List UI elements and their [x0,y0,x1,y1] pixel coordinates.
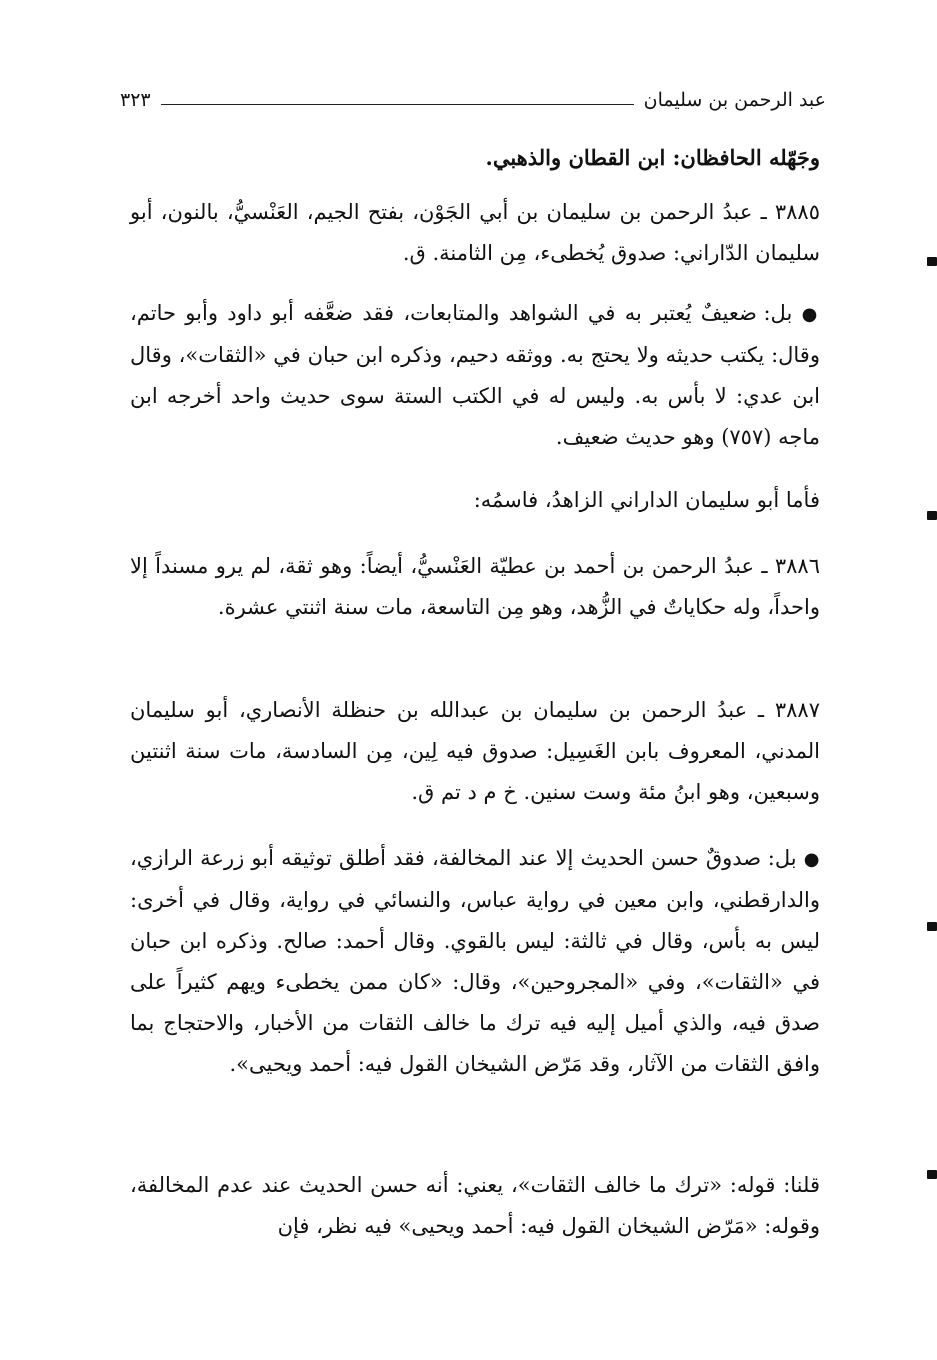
paragraph-darani [130,480,820,521]
paragraph-intro [130,137,820,178]
paragraph-text: بل: صدوقٌ حسن الحديث إلا عند المخالفة، فقد أطلق توثيقه أبو زرعة الرازي، والدارقطني، وابن معين في رواية عباس، والنسائي في رواية، وقال في أخرى: ليس به بأس، وقال في ثالثة: ليس بالقوي. وقال أحمد: صالح. وذكره ابن حبان في «الثقات»، وفي «المجروحين»، وقال: «كان ممن يخطىء ويهم كثيراً على صدق فيه، والذي أميل إليه فيه ترك ما خالف الثقات من الأخبار، والاحتجاج بما وافق الثقات من الآثار، وقد مَرّض الشيخان القول فيه: أحمد ويحيى». [130,846,820,1076]
commentary-3885 [130,293,820,458]
bullet-icon: ● [801,304,820,325]
paragraph-text: بل: ضعيفٌ يُعتبر به في الشواهد والمتابعات، فقد ضعَّفه أبو داود وأبو حاتم، وقال: يكتب حديثه ولا يحتج به. ووثقه دحيم، وذكره ابن حبان في «الثقات»، وقال ابن عدي: لا بأس به. وليس له في الكتب الستة سوى حديث واحد أخرجه ابن ماجه (٧٥٧) وهو حديث ضعيف. [130,301,820,449]
paragraph-text: ٣٨٨٥ ـ عبدُ الرحمن بن سليمان بن أبي الجَوْن، بفتح الجيم، العَنْسيُّ، بالنون، أبو سليمان الدّاراني: صدوق يُخطىء، مِن الثامنة. ق. [130,200,820,265]
header-rule [161,104,634,105]
paragraph-text: ٣٨٨٦ ـ عبدُ الرحمن بن أحمد بن عطيّة العَنْسيُّ، أيضاً: وهو ثقة، لم يرو مسنداً إلا واحداً، وله حكاياتٌ في الزُّهد، وهو مِن التاسعة، مات سنة اثنتي عشرة. [130,554,820,619]
paragraph-text: قلنا: قوله: «ترك ما خالف الثقات»، يعني: أنه حسن الحديث عند عدم المخالفة، وقوله: «مَرّض الشيخان القول فيه: أحمد ويحيى» فيه نظر، فإن [130,1173,820,1238]
entry-3887 [130,690,820,813]
margin-mark [927,257,937,266]
paragraph-text: ٣٨٨٧ ـ عبدُ الرحمن بن سليمان بن عبدالله بن حنظلة الأنصاري، أبو سليمان المدني، المعروف بابن الغَسِيل: صدوق فيه لِين، مِن السادسة، مات سنة اثنتين وسبعين، وهو ابنُ مئة وست سنين. خ م د تم ق. [130,698,820,804]
entry-3885 [130,192,820,274]
commentary-3887 [130,838,820,1085]
margin-mark [927,1170,937,1179]
paragraph-qulna [130,1165,820,1247]
bullet-icon: ● [803,849,820,870]
paragraph-text: وجَهّله الحافظان: ابن القطان والذهبي. [485,145,820,170]
paragraph-text: فأما أبو سليمان الداراني الزاهدُ، فاسمُه: [473,488,820,512]
margin-mark [927,922,937,931]
entry-3886 [130,546,820,628]
page-number: ٣٢٣ [120,89,151,111]
page-header [120,85,826,115]
margin-mark [927,511,937,520]
running-title: عبد الرحمن بن سليمان [643,89,826,111]
